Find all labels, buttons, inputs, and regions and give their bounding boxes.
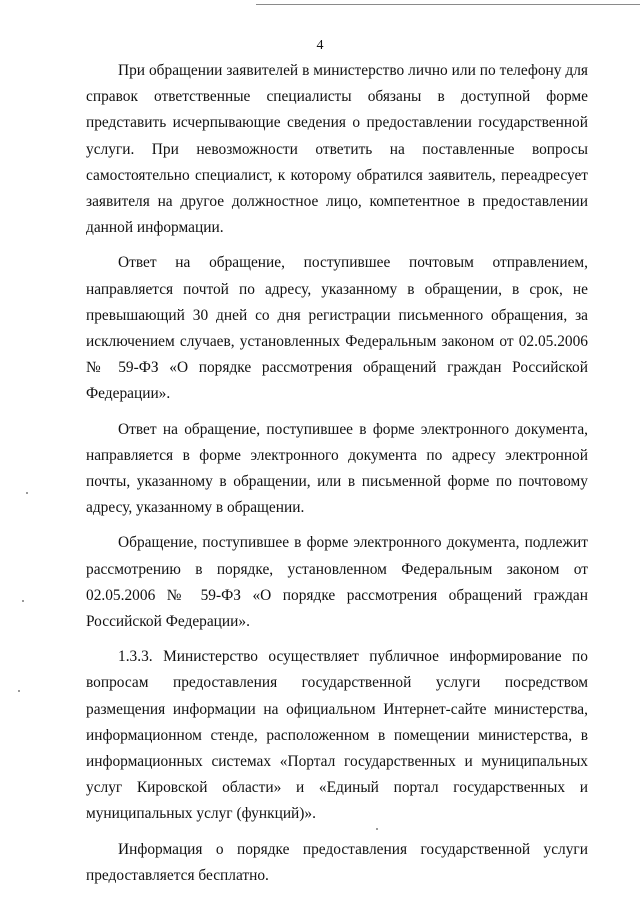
paragraph-inquiry-handling: При обращении заявителей в министерство лично или по телефону для справок ответственные специалисты обязаны в доступной форме представить исчерпывающие сведения о предоставлении государственной услуги. При невозможности ответить на поставленные вопросы самостоятельно специалист, к которому обратился заявитель, переадресует заявителя на другое должностное лицо, компетентное в предоставлении данной информации. bbox=[86, 62, 588, 237]
scan-top-rule bbox=[256, 4, 640, 5]
paragraph-postal-response: Ответ на обращение, поступившее почтовым отправлением, направляется почтой по адресу, указанному в обращении, в срок, не превышающий 30 дней со дня регистрации письменного обращения, за исключением случаев, установленных Федеральным законом от 02.05.2006 № 59-ФЗ «О порядке рассмотрения обращений граждан Российской Федерации». bbox=[86, 254, 588, 403]
paragraph-public-informing: 1.3.3. Министерство осуществляет публичное информирование по вопросам предоставления государственной услуги посредством размещения информации на официальном Интернет-сайте министерства, информационном стенде, расположенном в помещении министерства, в информационных системах «Портал государственных и муниципальных услуг Кировской области» и «Единый портал государственных и муниципальных услуг (функций)». bbox=[86, 648, 588, 823]
paragraph-electronic-appeal: Обращение, поступившее в форме электронного документа, подлежит рассмотрению в порядке, установленном Федеральным законом от 02.05.2006 № 59-ФЗ «О порядке рассмотрения обращений граждан Российской Федерации». bbox=[86, 534, 588, 631]
document-body bbox=[86, 58, 588, 889]
scan-speck bbox=[26, 492, 28, 494]
page-number: 4 bbox=[316, 38, 324, 53]
scan-speck bbox=[22, 600, 24, 602]
paragraph-electronic-response: Ответ на обращение, поступившее в форме электронного документа, направляется в форме электронного документа по адресу электронной почты, указанному в обращении, или в письменной форме по почтовому адресу, указанному в обращении. bbox=[86, 420, 588, 517]
paragraph-free-information: Информация о порядке предоставления государственной услуги предоставляется бесплатно. bbox=[86, 840, 588, 884]
scan-speck bbox=[18, 690, 20, 692]
